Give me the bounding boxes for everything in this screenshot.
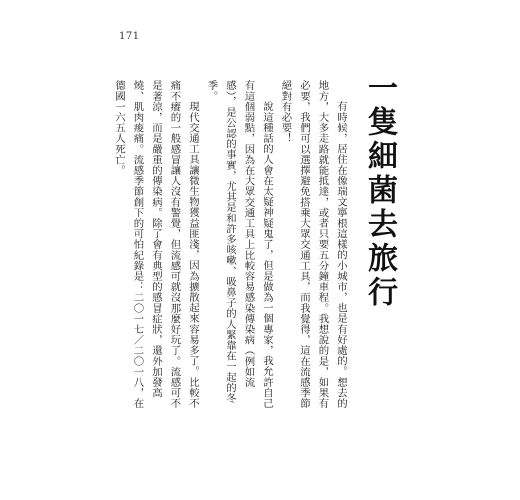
- paragraph-3: 現代交通工具讓微生物獲益匪淺，因為擴散起來容易多了。比較不痛不癢的一般感冒讓人沒有警覺，但流感可就沒那麼好玩了。流感可不是著涼，而是嚴重的傳染病。除了會有典型的感冒症狀，還外加發高燒、肌肉痠痛。流感季節創下的可怕紀錄是：二〇一七／二〇一八，在德國一六五人死亡。: [113, 80, 199, 409]
- chapter-title: 一隻細菌去旅行: [362, 72, 397, 310]
- page-number: 171: [119, 31, 140, 42]
- body-text: [113, 80, 350, 410]
- paragraph-2: 說這種話的人會在太疑神疑鬼了，但是做為一個專家，我允許自己有這個弱點，因為在大眾交通工具上比較容易感染傳染病（例如流感），是公認的事實，尤其是和許多咳嗽、吸鼻子的人緊靠在一起的冬季。: [205, 80, 273, 409]
- paragraph-1: 有時候，居住在像瑞文寧根這樣的小城市，也是有好處的。想去的地方，大多走路就能抵達，或者只要五分鐘車程。我想說的是，如果有必要，我們可以選擇避免搭乘大眾交通工具，而我覺得，這在流感季節絕對有必要！: [279, 80, 347, 409]
